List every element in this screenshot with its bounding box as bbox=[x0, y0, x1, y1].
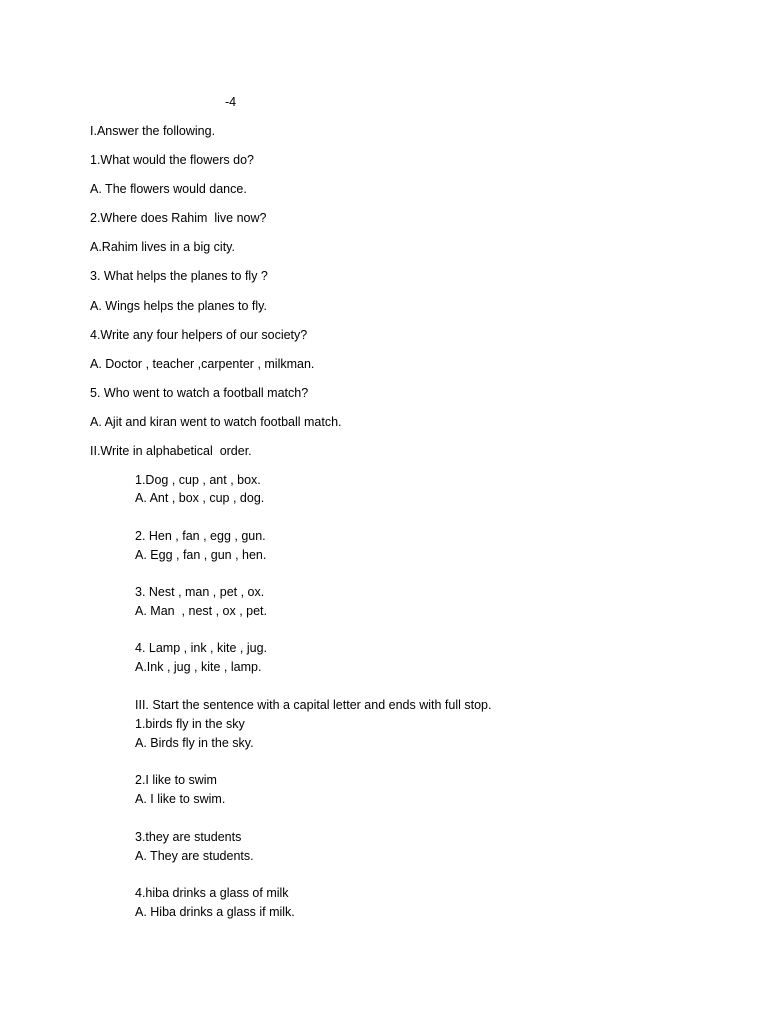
sentence-question-4: 4.hiba drinks a glass of milk bbox=[135, 886, 289, 900]
sentence-answer-1: A. Birds fly in the sky. bbox=[135, 736, 254, 750]
order-answer-4: A.Ink , jug , kite , lamp. bbox=[135, 660, 262, 674]
sentence-question-2: 2.I like to swim bbox=[135, 773, 217, 787]
sentence-question-1: 1.birds fly in the sky bbox=[135, 717, 245, 731]
order-answer-2: A. Egg , fan , gun , hen. bbox=[135, 548, 267, 562]
answer-1: A. The flowers would dance. bbox=[90, 182, 247, 196]
section-2-heading: II.Write in alphabetical order. bbox=[90, 444, 252, 458]
order-question-2: 2. Hen , fan , egg , gun. bbox=[135, 529, 266, 543]
answer-5: A. Ajit and kiran went to watch football match. bbox=[90, 415, 342, 429]
sentence-answer-2: A. I like to swim. bbox=[135, 792, 226, 806]
page-number: -4 bbox=[225, 95, 237, 109]
answer-4: A. Doctor , teacher ,carpenter , milkman. bbox=[90, 357, 315, 371]
order-question-1: 1.Dog , cup , ant , box. bbox=[135, 473, 261, 487]
question-2: 2.Where does Rahim live now? bbox=[90, 211, 267, 225]
question-4: 4.Write any four helpers of our society? bbox=[90, 328, 308, 342]
sentence-question-3: 3.they are students bbox=[135, 830, 242, 844]
order-answer-3: A. Man , nest , ox , pet. bbox=[135, 604, 268, 618]
question-5: 5. Who went to watch a football match? bbox=[90, 386, 309, 400]
answer-3: A. Wings helps the planes to fly. bbox=[90, 299, 267, 313]
order-question-4: 4. Lamp , ink , kite , jug. bbox=[135, 641, 268, 655]
answer-2: A.Rahim lives in a big city. bbox=[90, 240, 235, 254]
sentence-answer-3: A. They are students. bbox=[135, 849, 254, 863]
order-question-3: 3. Nest , man , pet , ox. bbox=[135, 585, 265, 599]
question-3: 3. What helps the planes to fly ? bbox=[90, 269, 268, 283]
sentence-answer-4: A. Hiba drinks a glass if milk. bbox=[135, 905, 295, 919]
section-3-heading: III. Start the sentence with a capital letter and ends with full stop. bbox=[135, 698, 492, 712]
question-1: 1.What would the flowers do? bbox=[90, 153, 254, 167]
section-1-heading: I.Answer the following. bbox=[90, 124, 216, 138]
order-answer-1: A. Ant , box , cup , dog. bbox=[135, 491, 265, 505]
